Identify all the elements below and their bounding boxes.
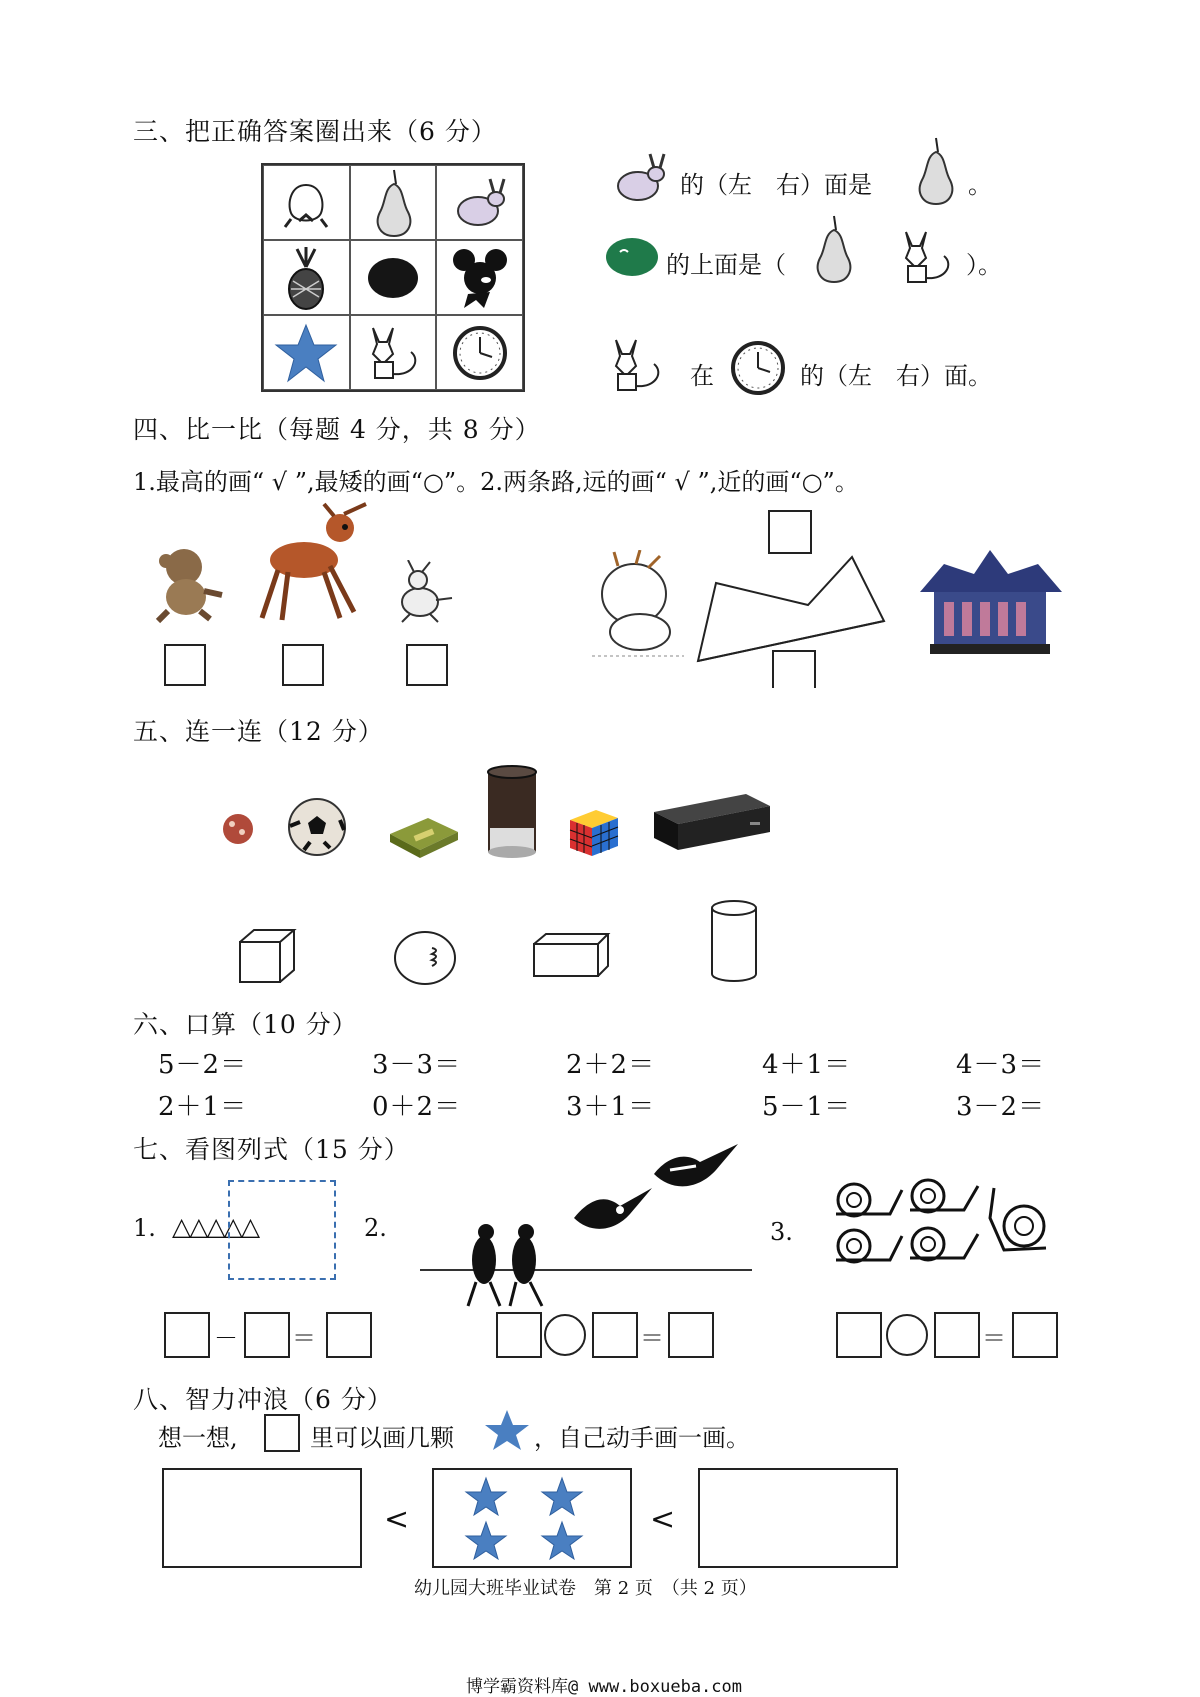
dark-oval-icon	[365, 254, 421, 302]
rubiks-cube-icon	[566, 806, 622, 858]
child-icon	[588, 550, 688, 660]
clock-icon	[452, 325, 508, 381]
q1-text: 的（左 右）面是	[680, 171, 872, 199]
minus-sign: －	[214, 1324, 238, 1352]
calc-item: 0＋2＝	[372, 1092, 462, 1122]
star-box	[432, 1468, 632, 1568]
answer-box[interactable]	[836, 1312, 882, 1358]
soccer-ball-icon	[284, 796, 350, 858]
rectangular-box-icon	[384, 808, 464, 860]
pear-icon	[912, 136, 958, 206]
small-ball-icon	[218, 812, 258, 846]
perched-bird-icon	[510, 1224, 542, 1306]
grid-cell-peach	[263, 165, 350, 240]
problem-number-3: 3.	[770, 1218, 793, 1246]
less-than-sign: <	[384, 1502, 410, 1537]
answer-box[interactable]	[592, 1312, 638, 1358]
fox-icon	[606, 336, 666, 394]
snail-icon	[836, 1230, 902, 1262]
answer-box[interactable]	[768, 510, 812, 554]
draw-area-left[interactable]	[162, 1468, 362, 1568]
operator-circle[interactable]	[542, 1312, 588, 1358]
equals-sign: ＝	[640, 1324, 664, 1352]
calc-item: 3－3＝	[372, 1050, 462, 1080]
two-roads-diagram	[690, 545, 890, 665]
cylinder-can-icon	[484, 762, 540, 862]
q2-end: ）。	[966, 251, 1002, 279]
section7-title: 七、看图列式（15 分）	[133, 1135, 410, 1164]
grid-cell-fox	[350, 315, 437, 390]
four-stars	[464, 1476, 604, 1562]
pear-icon	[370, 168, 416, 238]
flying-bird-icon	[654, 1144, 738, 1186]
clock-icon	[730, 340, 786, 396]
answer-box[interactable]	[244, 1312, 290, 1358]
snails-illustration	[828, 1166, 1060, 1270]
section8-title: 八、智力冲浪（6 分）	[133, 1385, 393, 1414]
answer-box[interactable]	[1012, 1312, 1058, 1358]
star-icon	[466, 1522, 506, 1559]
less-than-sign: <	[650, 1502, 676, 1537]
section4-title: 四、比一比（每题 4 分，共 8 分）	[133, 415, 541, 444]
q3-text-a: 在	[690, 362, 714, 390]
section4-instruction: 1.最高的画“ √ ”,最矮的画“○”。2.两条路,远的画“ √ ”,近的画“○”。	[133, 468, 859, 496]
section5-title: 五、连一连（12 分）	[133, 717, 384, 746]
pineapple-icon	[283, 245, 329, 311]
fox-icon	[363, 324, 423, 382]
birds-illustration	[420, 1136, 752, 1312]
star-icon	[274, 323, 338, 383]
star-icon	[484, 1408, 530, 1452]
cylinder-shape-icon	[708, 898, 760, 984]
peach-icon	[281, 175, 331, 231]
answer-box[interactable]	[282, 644, 324, 686]
calc-item: 3＋1＝	[566, 1092, 656, 1122]
fox-icon	[896, 228, 956, 286]
draw-area-right[interactable]	[698, 1468, 898, 1568]
calc-item: 3－2＝	[956, 1092, 1046, 1122]
snail-icon	[910, 1180, 978, 1212]
q1-end: 。	[968, 171, 992, 199]
deer-icon	[248, 500, 368, 625]
star-icon	[542, 1522, 582, 1559]
sphere-shape-icon	[392, 930, 458, 986]
rabbit-icon	[610, 150, 672, 206]
answer-box[interactable]	[668, 1312, 714, 1358]
cuboid-shape-icon	[530, 930, 612, 980]
equals-sign: ＝	[982, 1324, 1006, 1352]
dark-box-icon	[650, 790, 774, 854]
operator-circle[interactable]	[884, 1312, 930, 1358]
equals-sign: ＝	[292, 1324, 316, 1352]
calc-item: 4－3＝	[956, 1050, 1046, 1080]
green-oval-icon	[604, 236, 660, 278]
section6-title: 六、口算（10 分）	[133, 1010, 358, 1039]
section8-question-c: ，自己动手画一画。	[534, 1424, 750, 1452]
monkey-icon	[148, 545, 228, 625]
calc-item: 4＋1＝	[762, 1050, 852, 1080]
snail-icon	[836, 1184, 902, 1216]
answer-box	[264, 1414, 300, 1452]
answer-box[interactable]	[164, 644, 206, 686]
house-icon	[916, 548, 1064, 656]
calc-item: 2＋2＝	[566, 1050, 656, 1080]
snail-icon	[910, 1228, 978, 1260]
grid-cell-rabbit	[436, 165, 523, 240]
perched-bird-icon	[468, 1224, 500, 1306]
star-icon	[542, 1478, 582, 1515]
answer-box[interactable]	[496, 1312, 542, 1358]
answer-box[interactable]	[406, 644, 448, 686]
picture-grid	[261, 163, 525, 392]
grid-cell-mouse	[436, 240, 523, 315]
pear-icon	[810, 214, 856, 284]
watermark: 博学霸资料库@ www.boxueba.com	[466, 1677, 742, 1697]
answer-box[interactable]	[772, 650, 816, 688]
grid-cell-star	[263, 315, 350, 390]
calc-item: 5－2＝	[158, 1050, 248, 1080]
grid-cell-clock	[436, 315, 523, 390]
grid-cell-pineapple	[263, 240, 350, 315]
mouse-icon	[450, 246, 510, 310]
section8-question-b: 里可以画几颗	[310, 1424, 454, 1452]
grid-cell-dark-oval	[350, 240, 437, 315]
rabbit-icon	[450, 175, 510, 231]
grid-cell-pear	[350, 165, 437, 240]
section3-title: 三、把正确答案圈出来（6 分）	[133, 117, 497, 146]
star-icon	[466, 1478, 506, 1515]
problem-number-2: 2.	[364, 1214, 387, 1242]
triangles-row: △△△△△	[172, 1212, 259, 1241]
cube-shape-icon	[236, 926, 298, 984]
page-footer: 幼儿园大班毕业试卷 第 2 页 （共 2 页）	[414, 1578, 757, 1599]
q2-text: 的上面是（	[666, 251, 786, 279]
calc-item: 2＋1＝	[158, 1092, 248, 1122]
flying-bird-icon	[574, 1188, 652, 1229]
answer-box[interactable]	[164, 1312, 210, 1358]
rabbit-icon	[388, 560, 458, 625]
problem-number-1: 1.	[133, 1214, 156, 1242]
snail-icon	[990, 1188, 1046, 1250]
answer-box[interactable]	[326, 1312, 372, 1358]
dashed-selection-box	[228, 1180, 336, 1280]
section8-question-a: 想一想,	[158, 1424, 238, 1452]
q3-text-b: 的（左 右）面。	[800, 362, 992, 390]
answer-box[interactable]	[934, 1312, 980, 1358]
calc-item: 5－1＝	[762, 1092, 852, 1122]
